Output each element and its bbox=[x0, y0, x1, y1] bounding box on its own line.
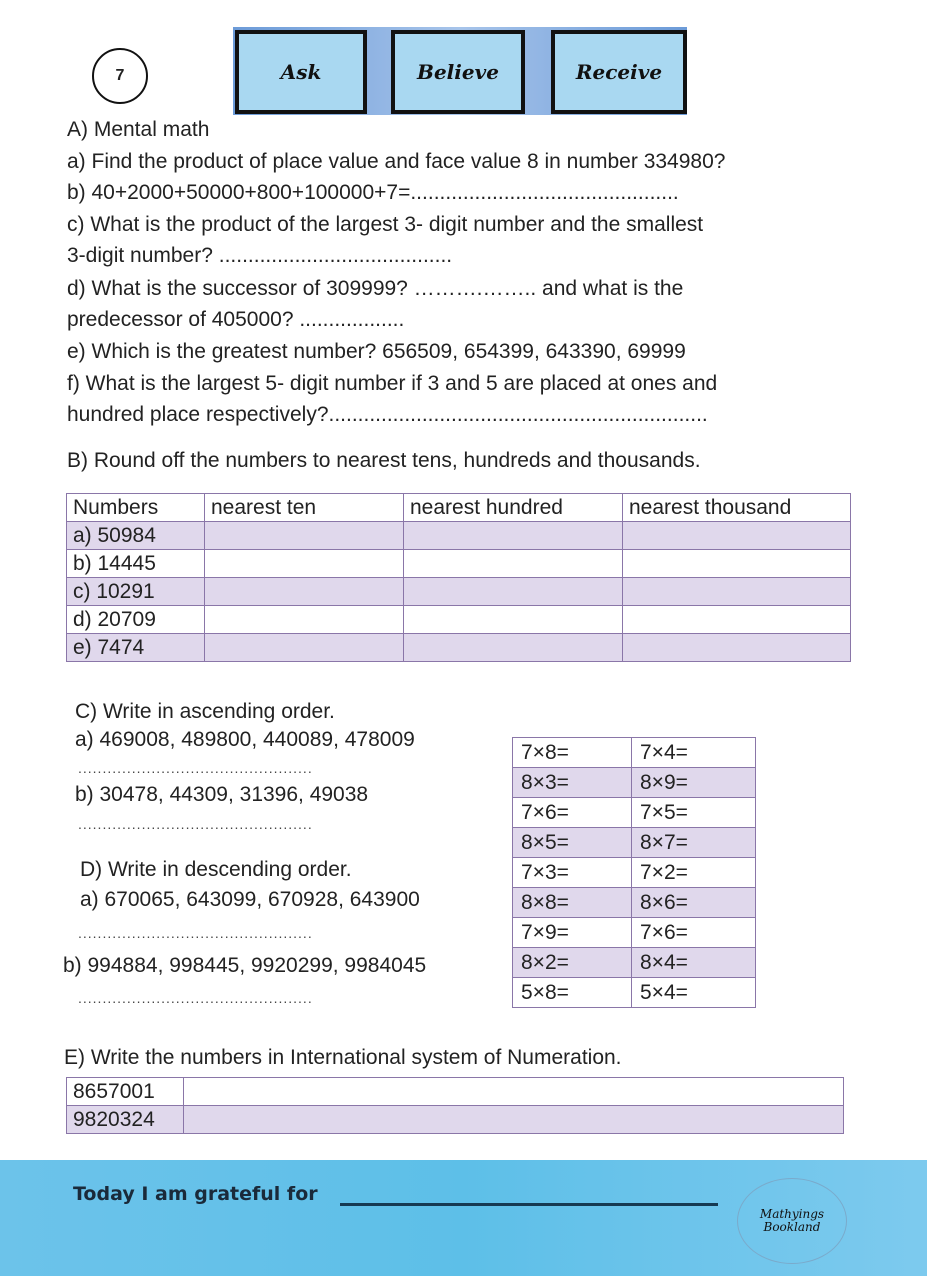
answer-cell[interactable] bbox=[404, 634, 623, 662]
answer-cell[interactable] bbox=[623, 522, 851, 550]
footer bbox=[0, 1160, 927, 1276]
banner-believe: Believe bbox=[391, 30, 525, 114]
times-fact-cell[interactable]: 8×6= bbox=[632, 888, 756, 918]
question-f-cont: hundred place respectively?................................................................. bbox=[67, 403, 708, 426]
rounding-table bbox=[66, 493, 851, 662]
section-a-title: A) Mental math bbox=[67, 118, 210, 141]
table-row bbox=[67, 550, 851, 578]
section-d-a: a) 670065, 643099, 670928, 643900 bbox=[80, 888, 420, 911]
table-row bbox=[513, 828, 756, 858]
answer-blank[interactable]: ................................................ bbox=[78, 990, 313, 1006]
answer-cell[interactable] bbox=[623, 578, 851, 606]
times-fact-cell[interactable]: 5×4= bbox=[632, 978, 756, 1008]
answer-cell[interactable] bbox=[623, 550, 851, 578]
banner bbox=[233, 27, 687, 115]
question-a: a) Find the product of place value and face value 8 in number 334980? bbox=[67, 150, 726, 173]
times-fact-cell[interactable]: 7×6= bbox=[513, 798, 632, 828]
question-f: f) What is the largest 5- digit number if 3 and 5 are placed at ones and bbox=[67, 372, 718, 395]
answer-cell[interactable] bbox=[404, 522, 623, 550]
answer-blank[interactable]: ................................................ bbox=[78, 816, 313, 832]
table-row bbox=[513, 888, 756, 918]
table-row bbox=[513, 768, 756, 798]
section-c-a: a) 469008, 489800, 440089, 478009 bbox=[75, 728, 415, 751]
table-row bbox=[513, 858, 756, 888]
question-d-cont: predecessor of 405000? .................. bbox=[67, 308, 405, 331]
number-cell: a) 50984 bbox=[67, 522, 205, 550]
answer-cell[interactable] bbox=[184, 1106, 844, 1134]
table-row bbox=[67, 606, 851, 634]
answer-cell[interactable] bbox=[205, 522, 404, 550]
answer-cell[interactable] bbox=[205, 634, 404, 662]
table-row bbox=[513, 738, 756, 768]
question-b: b) 40+2000+50000+800+100000+7=.............................................. bbox=[67, 181, 679, 204]
answer-cell[interactable] bbox=[623, 634, 851, 662]
answer-cell[interactable] bbox=[184, 1078, 844, 1106]
answer-cell[interactable] bbox=[623, 606, 851, 634]
answer-blank[interactable]: ................................................ bbox=[78, 760, 313, 776]
question-c-cont: 3-digit number? ........................................ bbox=[67, 244, 453, 267]
times-fact-cell[interactable]: 7×3= bbox=[513, 858, 632, 888]
grateful-line[interactable] bbox=[340, 1203, 718, 1206]
numeration-table bbox=[66, 1077, 844, 1134]
times-fact-cell[interactable]: 7×5= bbox=[632, 798, 756, 828]
table-row bbox=[67, 1078, 844, 1106]
table-row bbox=[513, 798, 756, 828]
times-fact-cell[interactable]: 7×6= bbox=[632, 918, 756, 948]
table-row bbox=[513, 918, 756, 948]
table-row bbox=[67, 1106, 844, 1134]
times-fact-cell[interactable]: 5×8= bbox=[513, 978, 632, 1008]
number-cell: e) 7474 bbox=[67, 634, 205, 662]
answer-cell[interactable] bbox=[404, 550, 623, 578]
section-d-title: D) Write in descending order. bbox=[80, 858, 352, 881]
answer-cell[interactable] bbox=[205, 606, 404, 634]
times-fact-cell[interactable]: 8×2= bbox=[513, 948, 632, 978]
times-fact-cell[interactable]: 7×8= bbox=[513, 738, 632, 768]
answer-blank[interactable]: ................................................ bbox=[78, 925, 313, 941]
section-e-title: E) Write the numbers in International system of Numeration. bbox=[64, 1046, 622, 1069]
times-fact-cell[interactable]: 7×4= bbox=[632, 738, 756, 768]
page-number-badge: 7 bbox=[92, 48, 148, 104]
answer-cell[interactable] bbox=[404, 606, 623, 634]
times-fact-cell[interactable]: 8×4= bbox=[632, 948, 756, 978]
banner-ask: Ask bbox=[235, 30, 367, 114]
table-row bbox=[67, 578, 851, 606]
question-c: c) What is the product of the largest 3- digit number and the smallest bbox=[67, 213, 704, 236]
section-b-title: B) Round off the numbers to nearest tens, hundreds and thousands. bbox=[67, 449, 701, 472]
table-row bbox=[67, 634, 851, 662]
section-c-b: b) 30478, 44309, 31396, 49038 bbox=[75, 783, 369, 806]
times-fact-cell[interactable]: 7×9= bbox=[513, 918, 632, 948]
header-hundred: nearest hundred bbox=[404, 494, 623, 522]
table-row bbox=[67, 522, 851, 550]
question-e: e) Which is the greatest number? 656509, 654399, 643390, 69999 bbox=[67, 340, 686, 363]
times-fact-cell[interactable]: 8×5= bbox=[513, 828, 632, 858]
number-cell: c) 10291 bbox=[67, 578, 205, 606]
header-thousand: nearest thousand bbox=[623, 494, 851, 522]
number-cell: 8657001 bbox=[67, 1078, 184, 1106]
times-fact-cell[interactable]: 8×7= bbox=[632, 828, 756, 858]
times-fact-cell[interactable]: 7×2= bbox=[632, 858, 756, 888]
answer-cell[interactable] bbox=[205, 578, 404, 606]
logo: Mathyings Bookland bbox=[737, 1178, 847, 1264]
times-fact-cell[interactable]: 8×3= bbox=[513, 768, 632, 798]
number-cell: b) 14445 bbox=[67, 550, 205, 578]
number-cell: d) 20709 bbox=[67, 606, 205, 634]
table-row bbox=[513, 978, 756, 1008]
question-d: d) What is the successor of 309999? ……….…….. and what is the bbox=[67, 277, 684, 300]
table-row bbox=[513, 948, 756, 978]
times-fact-cell[interactable]: 8×8= bbox=[513, 888, 632, 918]
header-ten: nearest ten bbox=[205, 494, 404, 522]
answer-cell[interactable] bbox=[404, 578, 623, 606]
section-c-title: C) Write in ascending order. bbox=[75, 700, 335, 723]
grateful-label: Today I am grateful for bbox=[73, 1183, 318, 1205]
header-numbers: Numbers bbox=[67, 494, 205, 522]
banner-receive: Receive bbox=[551, 30, 687, 114]
section-d-b: b) 994884, 998445, 9920299, 9984045 bbox=[63, 954, 427, 977]
number-cell: 9820324 bbox=[67, 1106, 184, 1134]
answer-cell[interactable] bbox=[205, 550, 404, 578]
times-fact-cell[interactable]: 8×9= bbox=[632, 768, 756, 798]
times-table bbox=[512, 737, 756, 1008]
